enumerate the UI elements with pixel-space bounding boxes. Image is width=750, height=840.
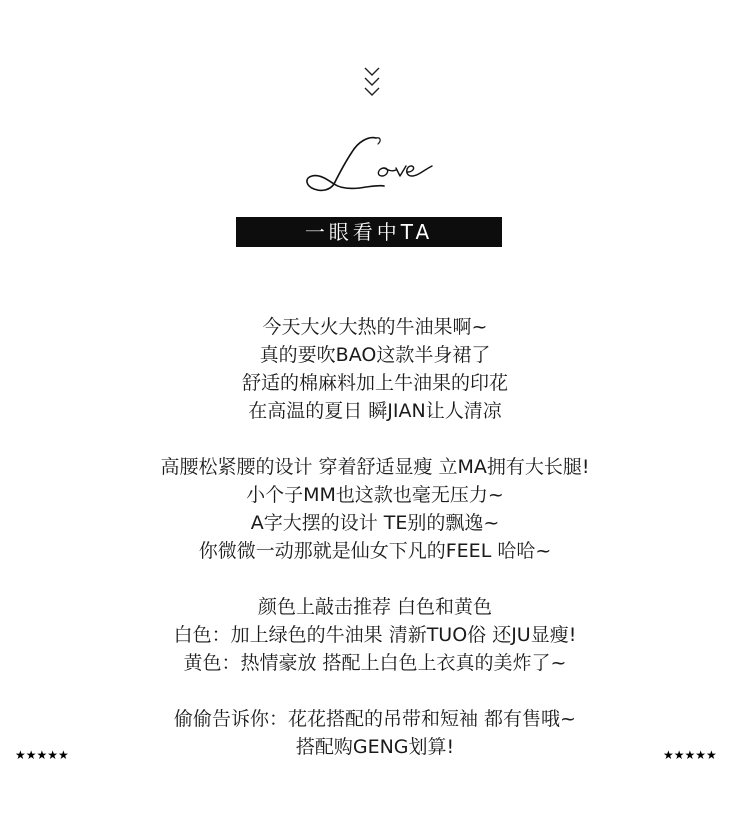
text-line: 高腰松紧腰的设计 穿着舒适显瘦 立MA拥有大长腿! xyxy=(160,456,590,478)
triple-chevron-down-icon xyxy=(363,66,381,100)
text-line: 偷偷告诉你：花花搭配的吊带和短袖 都有售哦~ xyxy=(174,708,576,730)
text-line: 真的要吹BAO这款半身裙了 xyxy=(259,344,491,366)
star-decoration-right: ★★★★★ xyxy=(663,748,717,762)
text-line: 颜色上敲击推荐 白色和黄色 xyxy=(257,596,493,618)
paragraph-tip xyxy=(0,705,750,761)
text-line: 小个子MM也这款也毫无压力~ xyxy=(246,484,504,506)
text-line: 黄色：热情豪放 搭配上白色上衣真的美炸了~ xyxy=(183,652,567,674)
text-line: A字大摆的设计 TE别的飘逸~ xyxy=(250,512,500,534)
text-line: 你微微一动那就是仙女下凡的FEEL 哈哈~ xyxy=(198,540,552,562)
tagline-text: 一眼看中TA xyxy=(304,220,434,244)
paragraph-intro xyxy=(0,313,750,425)
text-line: 搭配购GENG划算! xyxy=(295,736,455,758)
tagline-banner xyxy=(236,217,502,247)
love-script-logo xyxy=(298,132,443,200)
text-line: 舒适的棉麻料加上牛油果的印花 xyxy=(241,372,508,394)
text-line: 白色：加上绿色的牛油果 清新TUO俗 还JU显瘦! xyxy=(173,624,577,646)
product-description xyxy=(0,313,750,761)
star-decoration-left: ★★★★★ xyxy=(15,748,69,762)
text-line: 在高温的夏日 瞬JIAN让人清凉 xyxy=(248,400,502,422)
paragraph-design xyxy=(0,453,750,565)
text-line: 今天大火大热的牛油果啊~ xyxy=(262,316,488,338)
paragraph-colors xyxy=(0,593,750,677)
